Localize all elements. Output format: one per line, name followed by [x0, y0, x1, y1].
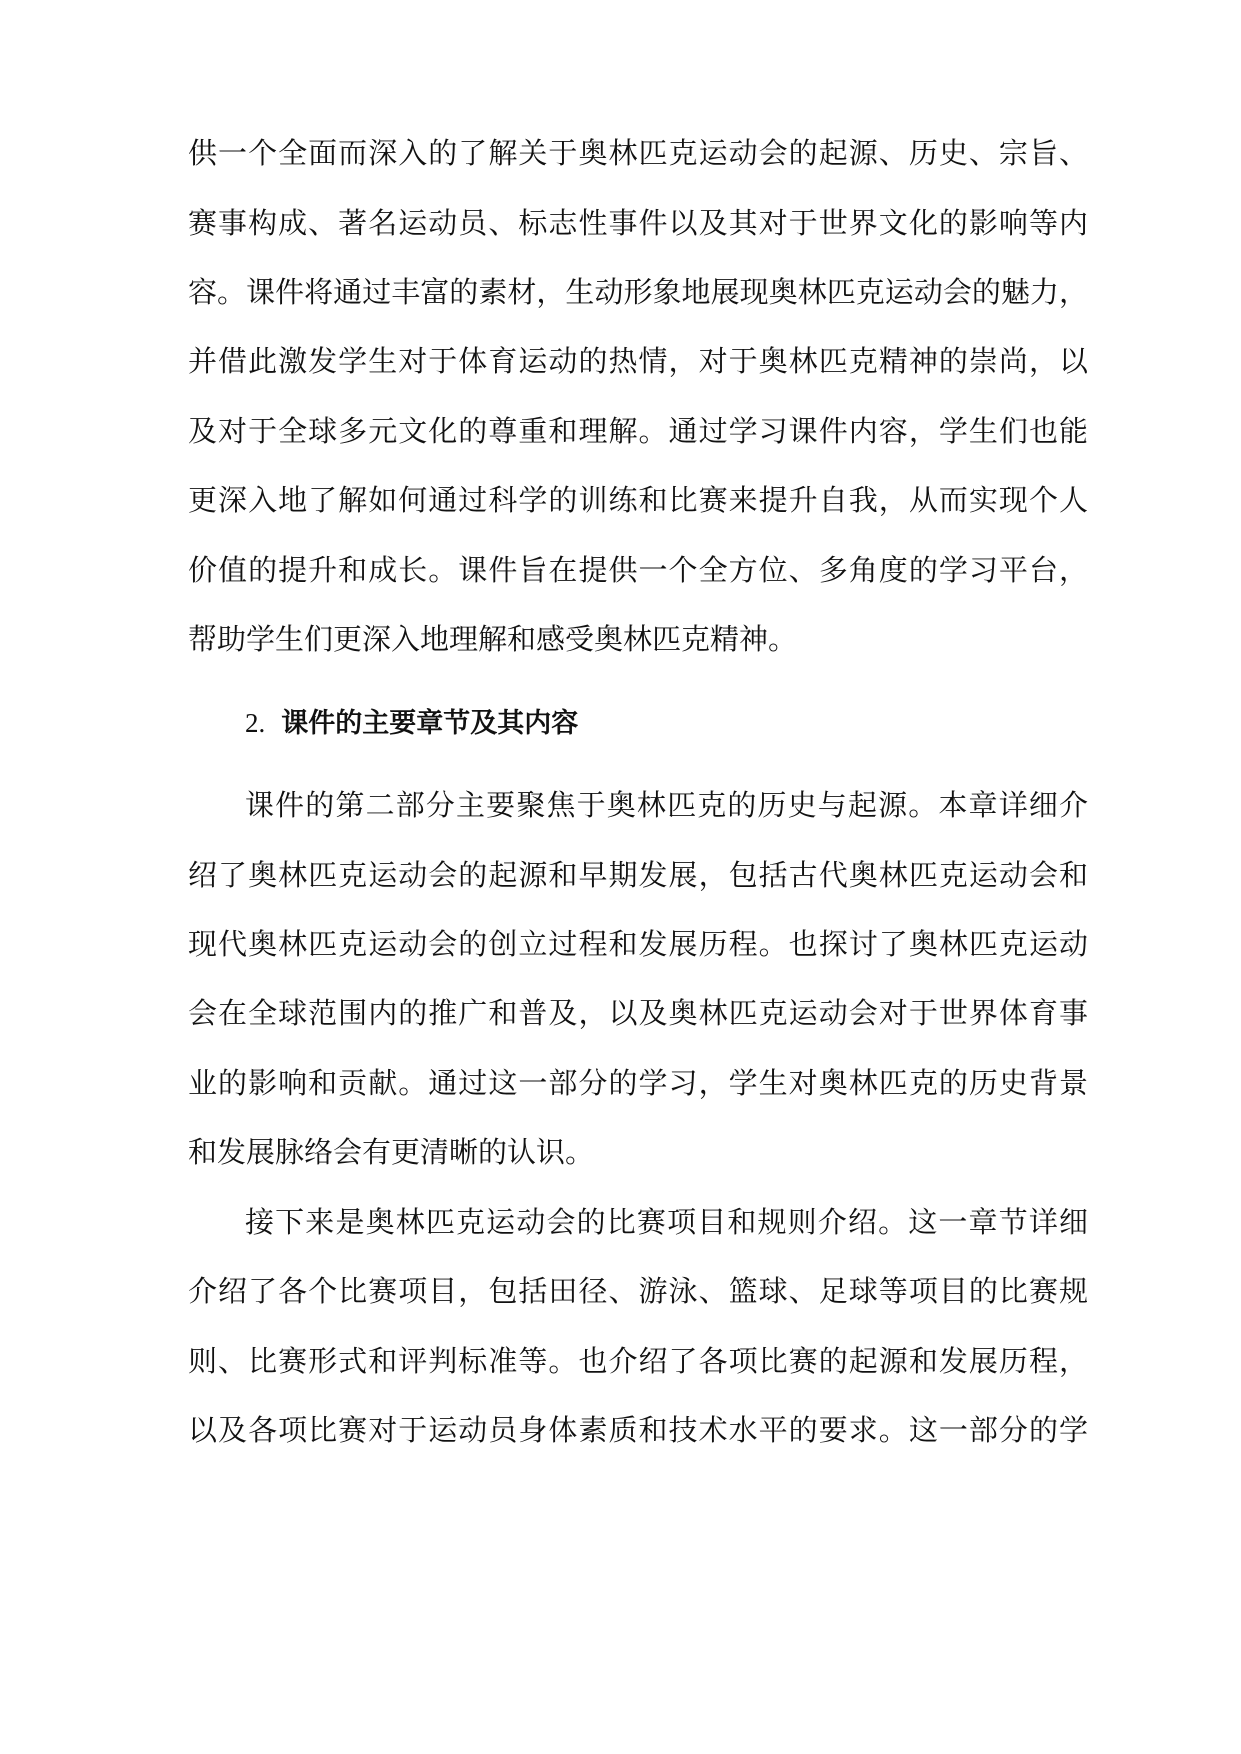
text-line: 会在全球范围内的推广和普及，以及奥林匹克运动会对于世界体育事	[188, 996, 1088, 1030]
section-title: 课件的主要章节及其内容	[281, 708, 579, 739]
text-line: 则、比赛形式和评判标准等。也介绍了各项比赛的起源和发展历程，	[188, 1344, 1088, 1378]
text-line: 及对于全球多元文化的尊重和理解。通过学习课件内容，学生们也能	[188, 414, 1088, 448]
text-line: 更深入地了解如何通过科学的训练和比赛来提升自我，从而实现个人	[188, 483, 1088, 517]
text-line: 介绍了各个比赛项目，包括田径、游泳、篮球、足球等项目的比赛规	[188, 1274, 1088, 1308]
text-line: 绍了奥林匹克运动会的起源和早期发展，包括古代奥林匹克运动会和	[188, 858, 1088, 892]
text-line: 接下来是奥林匹克运动会的比赛项目和规则介绍。这一章节详细	[245, 1205, 1088, 1239]
text-line: 以及各项比赛对于运动员身体素质和技术水平的要求。这一部分的学	[188, 1413, 1088, 1447]
text-line: 现代奥林匹克运动会的创立过程和发展历程。也探讨了奥林匹克运动	[188, 927, 1088, 961]
text-line: 和发展脉络会有更清晰的认识。	[188, 1135, 595, 1169]
text-line: 业的影响和贡献。通过这一部分的学习，学生对奥林匹克的历史背景	[188, 1066, 1088, 1100]
text-line: 价值的提升和成长。课件旨在提供一个全方位、多角度的学习平台，	[188, 553, 1088, 587]
text-line: 课件的第二部分主要聚焦于奥林匹克的历史与起源。本章详细介	[245, 788, 1088, 822]
text-line: 容。课件将通过丰富的素材，生动形象地展现奥林匹克运动会的魅力，	[188, 275, 1088, 309]
text-line: 并借此激发学生对于体育运动的热情，对于奥林匹克精神的崇尚，以	[188, 344, 1088, 378]
section-number: 2.	[245, 708, 266, 738]
text-line: 供一个全面而深入的了解关于奥林匹克运动会的起源、历史、宗旨、	[188, 136, 1088, 170]
section-heading	[245, 693, 578, 753]
text-line: 赛事构成、著名运动员、标志性事件以及其对于世界文化的影响等内	[188, 206, 1088, 240]
text-line: 帮助学生们更深入地理解和感受奥林匹克精神。	[188, 622, 798, 656]
